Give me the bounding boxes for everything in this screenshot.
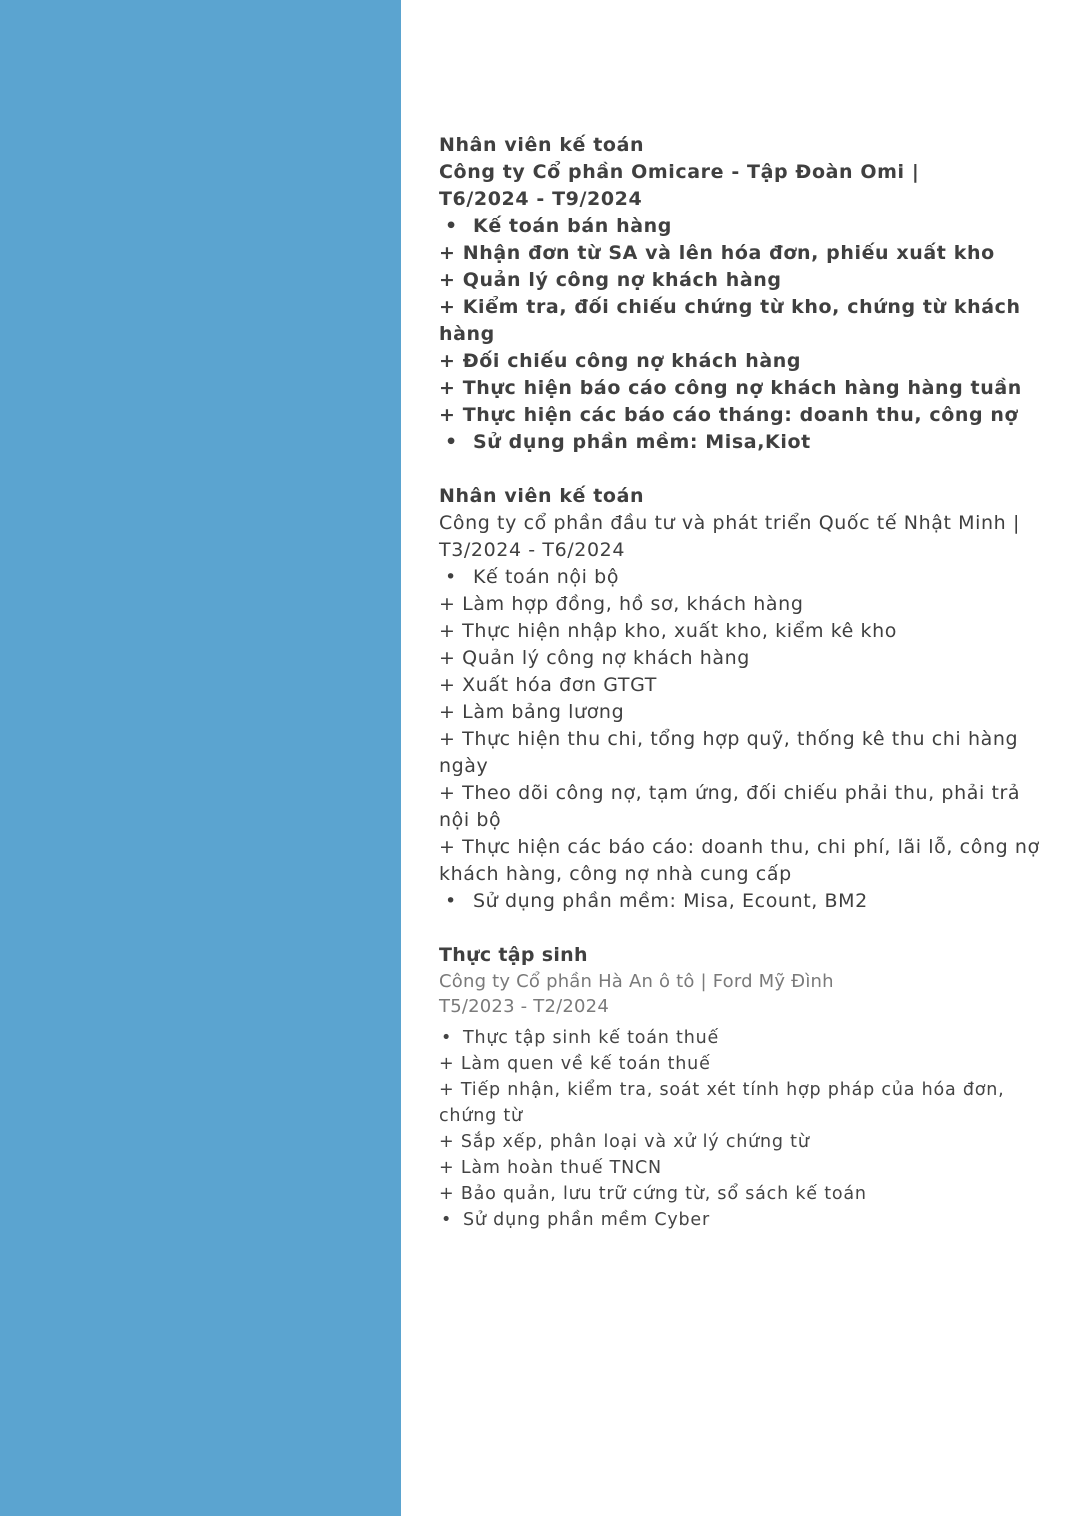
job-entry — [439, 132, 1054, 456]
list-item: + Làm hoàn thuế TNCN — [439, 1158, 662, 1178]
experience-section — [439, 132, 1054, 1260]
list-item: + Làm hợp đồng, hồ sơ, khách hàng — [439, 593, 804, 615]
list-item: + Làm quen về kế toán thuế — [439, 1054, 711, 1074]
job-company: Công ty Cổ phần Omicare - Tập Đoàn Omi | — [439, 161, 920, 183]
list-item: + Xuất hóa đơn GTGT — [439, 674, 657, 696]
list-item: + Đối chiếu công nợ khách hàng — [439, 350, 802, 372]
list-item: + Quản lý công nợ khách hàng — [439, 269, 782, 291]
list-item: • Sử dụng phần mềm Cyber — [441, 1210, 710, 1230]
job-period: T6/2024 - T9/2024 — [439, 188, 643, 210]
list-item: + Nhận đơn từ SA và lên hóa đơn, phiếu xuất kho — [439, 242, 995, 264]
list-item: + Thực hiện thu chi, tổng hợp quỹ, thống kê thu chi hàng ngày — [439, 728, 1019, 777]
job-company: Công ty Cổ phần Hà An ô tô | Ford Mỹ Đình — [439, 971, 834, 992]
list-item: + Sắp xếp, phân loại và xử lý chứng từ — [439, 1132, 810, 1152]
job-entry — [439, 483, 1054, 915]
list-item: + Kiểm tra, đối chiếu chứng từ kho, chứng từ khách hàng — [439, 296, 1021, 345]
list-item: • Kế toán bán hàng — [445, 215, 672, 237]
job-period: T3/2024 - T6/2024 — [439, 539, 626, 561]
job-period: T5/2023 - T2/2024 — [439, 996, 609, 1017]
list-item: • Kế toán nội bộ — [445, 566, 620, 588]
list-item: + Tiếp nhận, kiểm tra, soát xét tính hợp pháp của hóa đơn, chứng từ — [439, 1080, 1005, 1126]
list-item: + Thực hiện nhập kho, xuất kho, kiểm kê kho — [439, 620, 898, 642]
list-item: • Sử dụng phần mềm: Misa, Ecount, BM2 — [445, 890, 868, 912]
list-item: • Thực tập sinh kế toán thuế — [441, 1028, 720, 1048]
list-item: + Theo dõi công nợ, tạm ứng, đối chiếu phải thu, phải trả nội bộ — [439, 782, 1021, 831]
list-item: + Quản lý công nợ khách hàng — [439, 647, 750, 669]
job-title: Nhân viên kế toán — [439, 134, 645, 156]
job-company: Công ty cổ phần đầu tư và phát triển Quốc tế Nhật Minh | — [439, 512, 1020, 534]
list-item: + Thực hiện các báo cáo tháng: doanh thu, công nợ — [439, 404, 1019, 426]
list-item: • Sử dụng phần mềm: Misa,Kiot — [445, 431, 811, 453]
job-entry — [439, 942, 1054, 1233]
list-item: + Thực hiện các báo cáo: doanh thu, chi phí, lãi lỗ, công nợ khách hàng, công nợ nhà cung cấp — [439, 836, 1040, 885]
job-title: Thực tập sinh — [439, 944, 588, 966]
list-item: + Bảo quản, lưu trữ cứng từ, sổ sách kế toán — [439, 1184, 867, 1204]
list-item: + Làm bảng lương — [439, 701, 625, 723]
job-title: Nhân viên kế toán — [439, 485, 645, 507]
list-item: + Thực hiện báo cáo công nợ khách hàng hàng tuần — [439, 377, 1022, 399]
left-sidebar-panel — [0, 0, 401, 1516]
